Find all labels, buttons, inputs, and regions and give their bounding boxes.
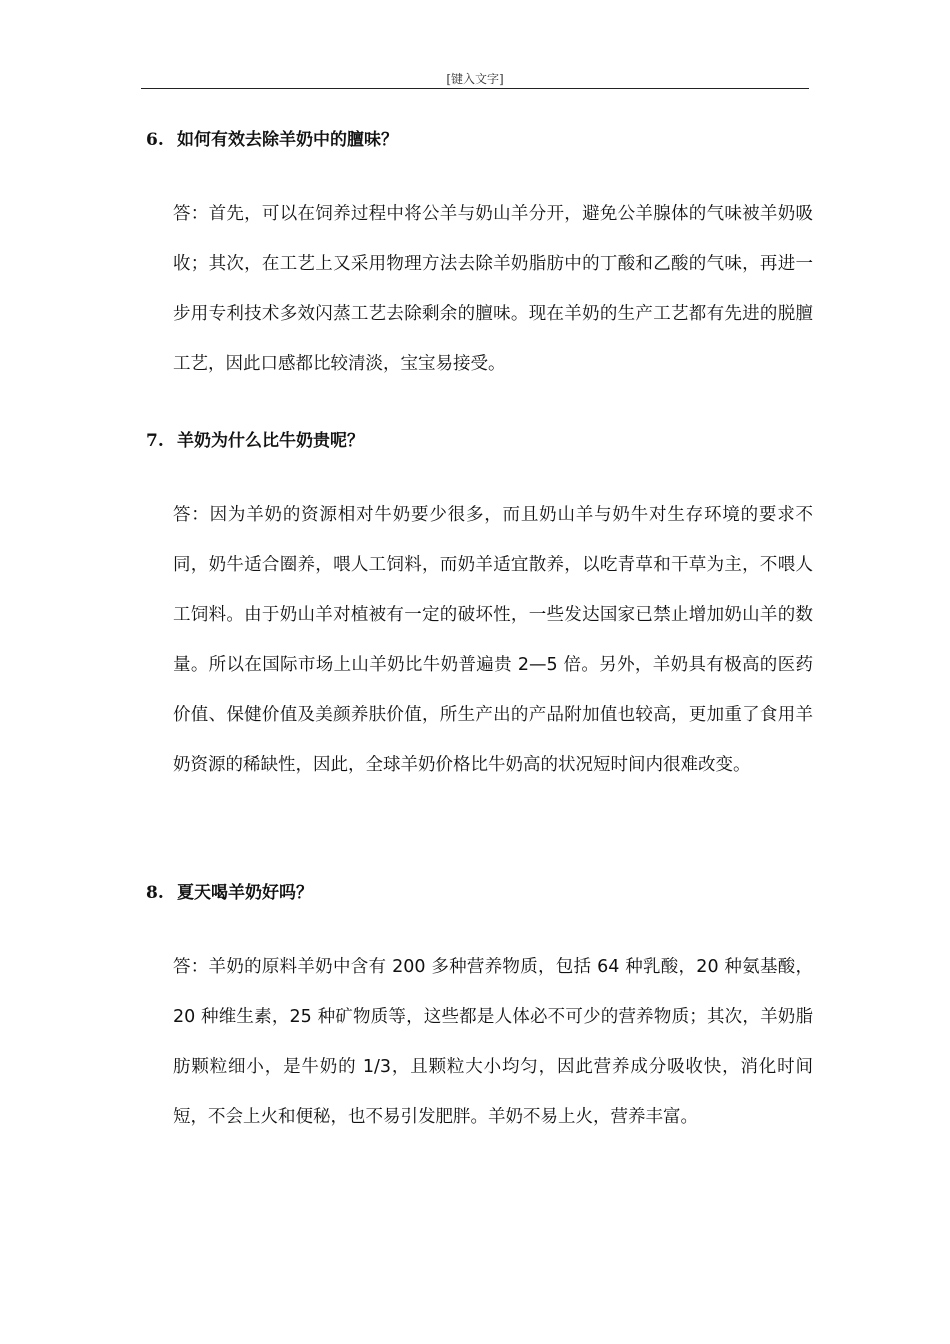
question-number: 7. [146,431,164,451]
question-title: 羊奶为什么比牛奶贵呢？ [177,431,364,451]
answer-paragraph-8: 答：羊奶的原料羊奶中含有 200 多种营养物质，包括 64 种乳酸，20 种氨基酸，20 种维生素，25 种矿物质等，这些都是人体必不可少的营养物质；其次，羊奶脂肪颗粒细小，是牛奶的 1/3，且颗粒大小均匀，因此营养成分吸收快，消化时间短，不会上火和便秘，也不易引发肥胖。羊奶不易上火，营养丰富。 [173,957,813,1127]
question-number: 8. [146,883,164,903]
header-placeholder-text: [键入文字] [446,72,504,86]
question-heading-7 [146,430,364,452]
question-title: 夏天喝羊奶好吗？ [177,883,313,903]
question-heading-6 [146,129,398,151]
page-header [141,68,809,89]
question-title: 如何有效去除羊奶中的膻味？ [177,130,398,150]
answer-paragraph-7: 答：因为羊奶的资源相对牛奶要少很多，而且奶山羊与奶牛对生存环境的要求不同，奶牛适合圈养，喂人工饲料，而奶羊适宜散养，以吃青草和干草为主，不喂人工饲料。由于奶山羊对植被有一定的破坏性，一些发达国家已禁止增加奶山羊的数量。所以在国际市场上山羊奶比牛奶普遍贵 2—5 倍。另外，羊奶具有极高的医药价值、保健价值及美颜养肤价值，所生产出的产品附加值也较高，更加重了食用羊奶资源的稀缺性，因此，全球羊奶价格比牛奶高的状况短时间内很难改变。 [173,505,813,775]
answer-paragraph-6: 答：首先，可以在饲养过程中将公羊与奶山羊分开，避免公羊腺体的气味被羊奶吸收；其次，在工艺上又采用物理方法去除羊奶脂肪中的丁酸和乙酸的气味，再进一步用专利技术多效闪蒸工艺去除剩余的膻味。现在羊奶的生产工艺都有先进的脱膻工艺，因此口感都比较清淡，宝宝易接受。 [173,204,813,374]
question-heading-8 [146,882,313,904]
question-number: 6. [146,130,164,150]
